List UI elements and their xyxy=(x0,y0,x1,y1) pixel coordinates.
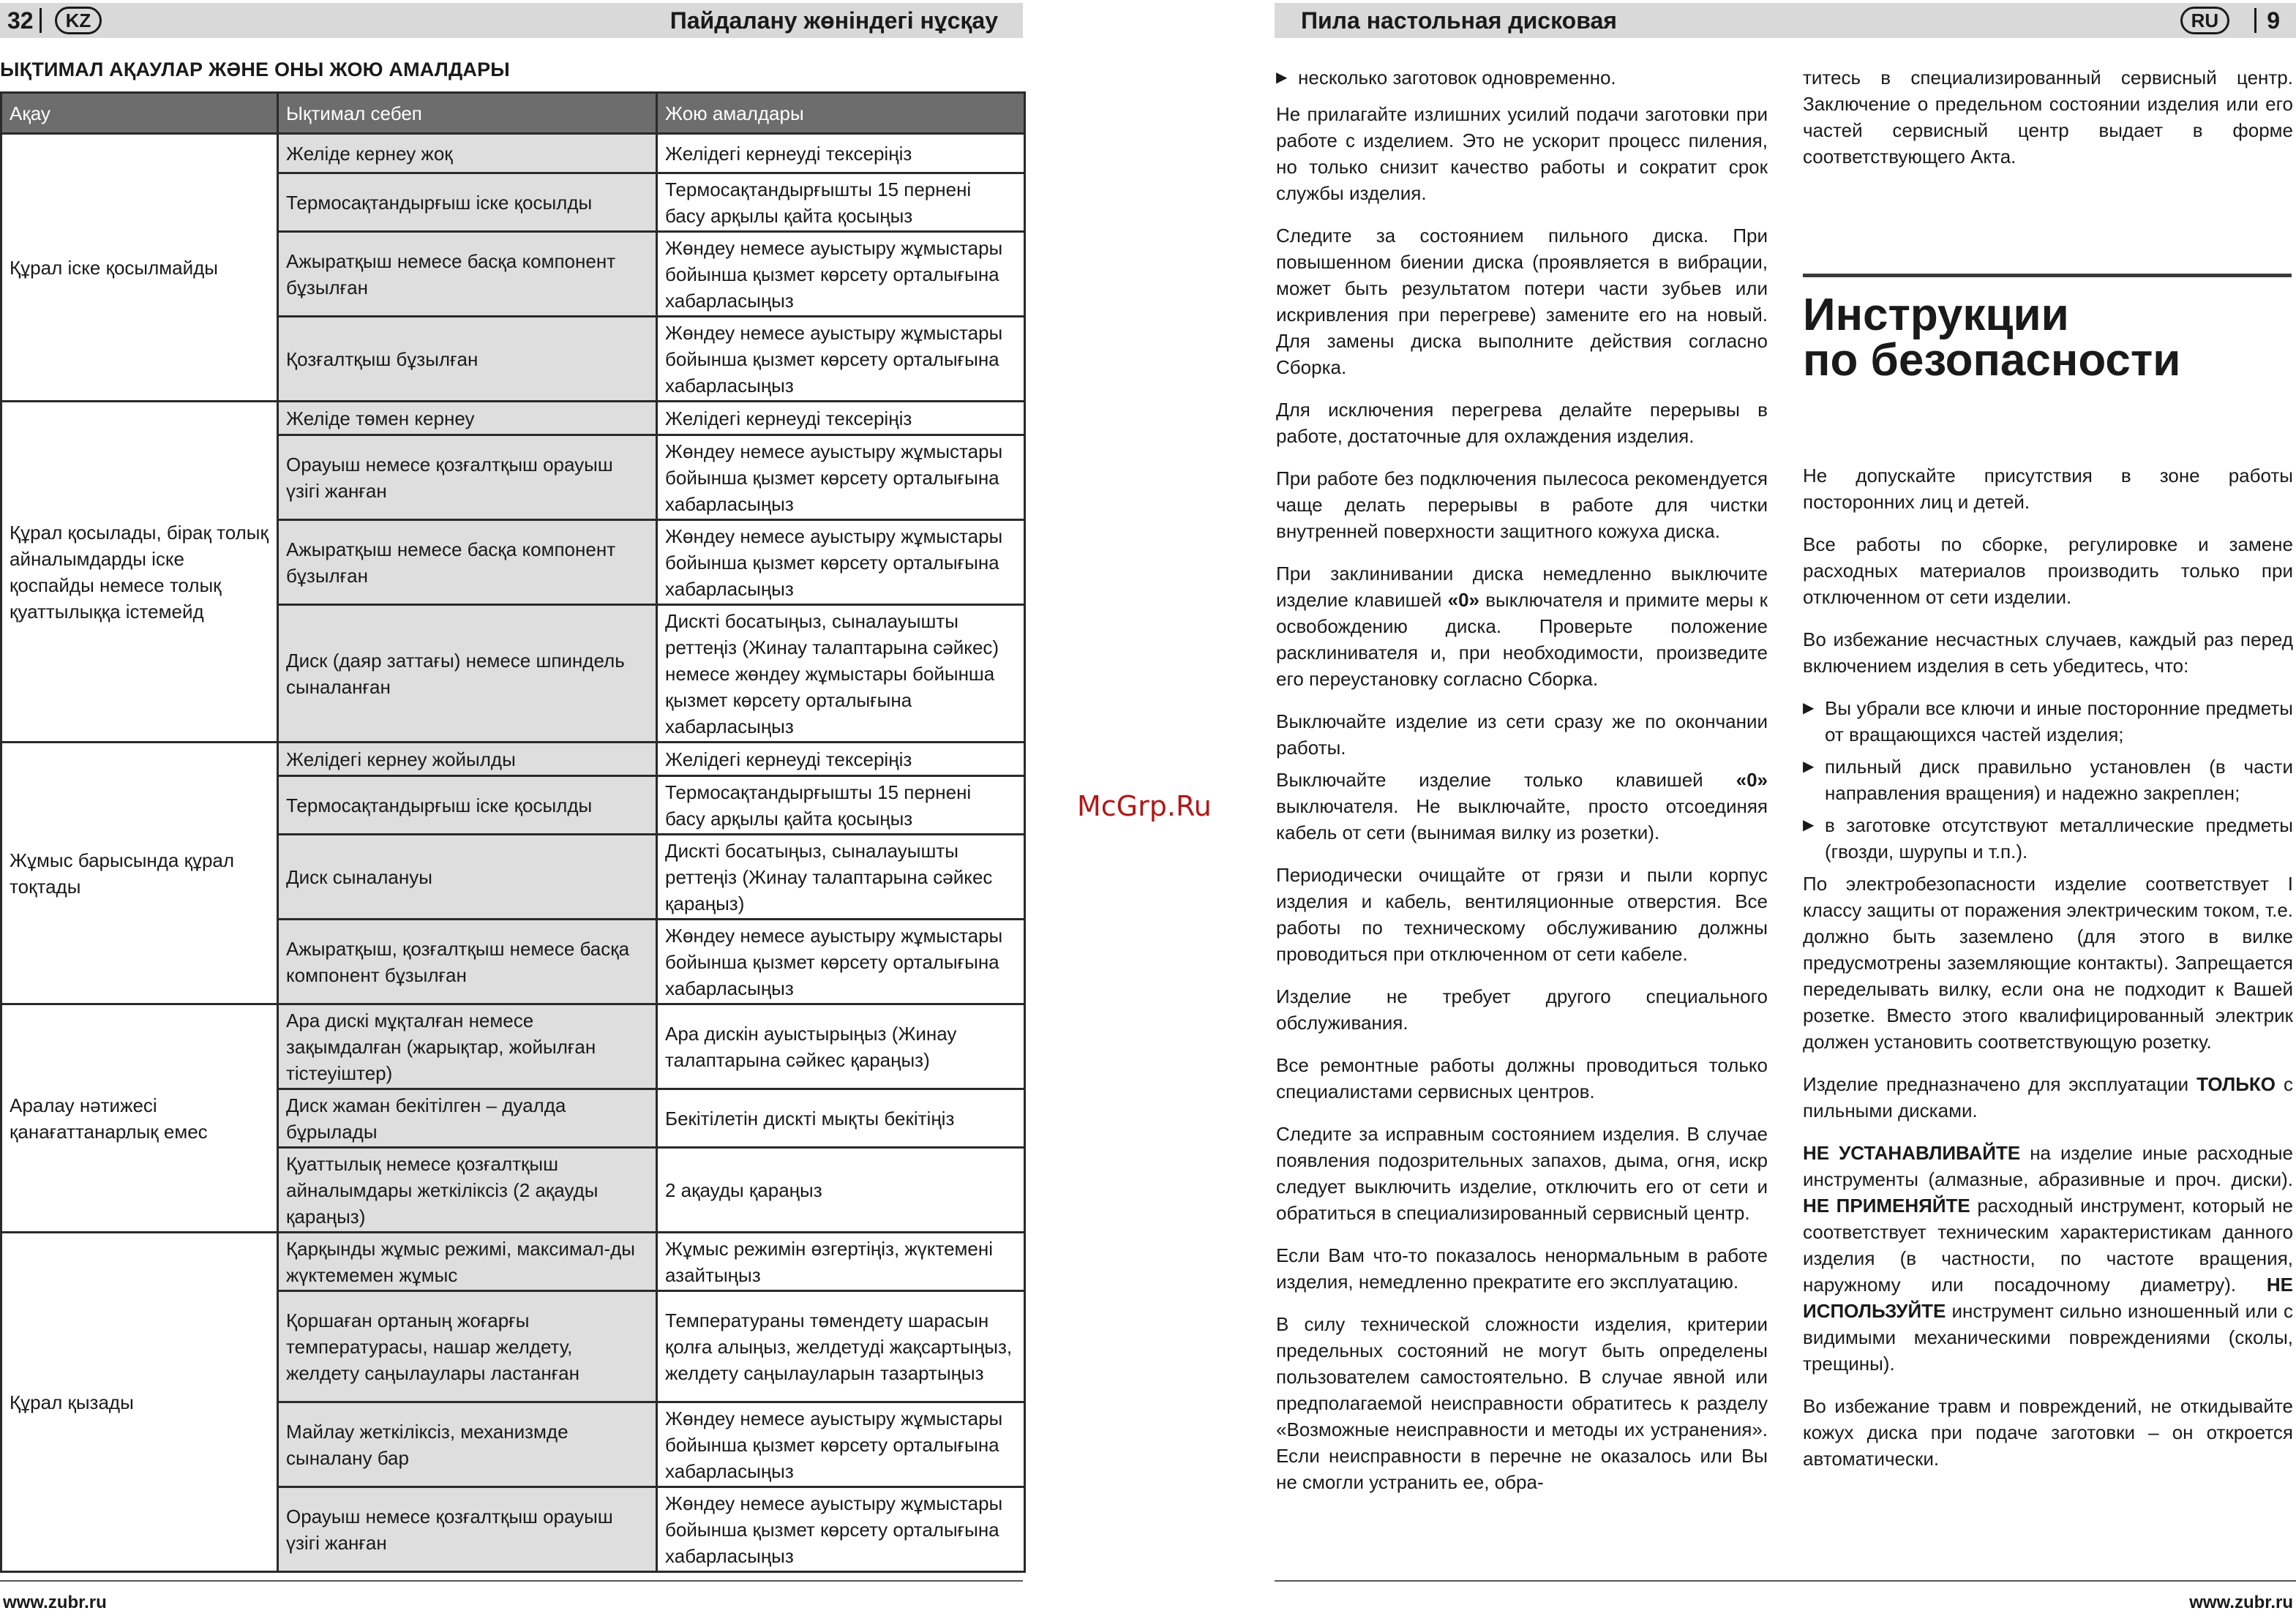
paragraph: Изделие предназначено для эксплуатации ТОЛЬКО с пильными дисками. xyxy=(1803,1073,2293,1121)
right-footer-rule xyxy=(1275,1580,2296,1582)
cause-cell: Қуаттылық немесе қозғалтқыш айналымдары жеткіліксіз (2 ақауды қараңыз) xyxy=(278,1148,657,1233)
paragraph: При заклинивании диска немедленно выключите изделие клавишей «0» выключателя и примите меры к освобождению диска. Проверьте положение расклинивателя и, при необходимости, произведите его переустановку согласно Сборка. xyxy=(1276,563,1768,690)
cause-cell: Ажыратқыш немесе басқа компонент бұзылған xyxy=(278,520,657,605)
text-column-2 xyxy=(1803,462,2293,1488)
text-column-2-top xyxy=(1803,64,2293,186)
paragraph: Следите за состоянием пильного диска. При повышенном биении диска (проявляется в вибрации, может быть результатом потери части зубьев или искривления при перегреве) замените его на новый. Для замены диска выполните действия согласно Сборка. xyxy=(1276,225,1768,378)
remedy-cell: Жөндеу немесе ауыстыру жұмыстары бойынша қызмет көрсету орталығына хабарласыңыз xyxy=(657,920,1025,1004)
left-footer-rule xyxy=(0,1580,1023,1582)
right-page-number: 9 xyxy=(2254,8,2296,33)
column-header-remedy: Жою амалдары xyxy=(657,93,1025,134)
fault-cell: Құрал қосылады, бірақ толық айналымдарды іске қоспайды немесе толық қуаттылыққа істемейд xyxy=(1,402,278,743)
left-page-header xyxy=(0,3,1023,38)
section-title: ЫҚТИМАЛ АҚАУЛАР ЖӘНЕ ОНЫ ЖОЮ АМАЛДАРЫ xyxy=(0,59,510,80)
cause-cell: Ажыратқыш немесе басқа компонент бұзылған xyxy=(278,232,657,317)
paragraph: Не допускайте присутствия в зоне работы посторонних лиц и детей. xyxy=(1803,465,2293,513)
remedy-cell: Жөндеу немесе ауыстыру жұмыстары бойынша қызмет көрсету орталығына хабарласыңыз xyxy=(657,520,1025,605)
bullet-text: Вы убрали все ключи и иные посторонние предметы от вращающихся частей изделия; xyxy=(1825,697,2293,745)
paragraph: Во избежание несчастных случаев, каждый раз перед включением изделия в сеть убедитесь, что: xyxy=(1803,628,2293,677)
bullet-triangle-icon: ▶ xyxy=(1803,759,1815,775)
paragraph: Если Вам что-то показалось ненормальным в работе изделия, немедленно прекратите его эксплуатацию. xyxy=(1276,1244,1768,1293)
ru-language-badge: RU xyxy=(2180,7,2230,34)
right-header-title: Пила настольная дисковая xyxy=(1301,7,1617,34)
remedy-cell: Жөндеу немесе ауыстыру жұмыстары бойынша қызмет көрсету орталығына хабарласыңыз xyxy=(657,1487,1025,1572)
table-row xyxy=(1,402,1025,435)
cause-cell: Желіде төмен кернеу xyxy=(278,402,657,435)
remedy-cell: Температураны төмендету шарасын қолға алыңыз, желдетуді жақсартыңыз, желдету саңылауларын тазартыңыз xyxy=(657,1291,1025,1402)
paragraph: Не прилагайте излишних усилий подачи заготовки при работе с изделием. Это не ускорит процесс пиления, но только снизит качество работы и сократит срок службы изделия. xyxy=(1276,103,1768,204)
paragraph: При работе без подключения пылесоса рекомендуется чаще делать перерывы в работе для чистки внутренней поверхности защитного кожуха диска. xyxy=(1276,467,1768,542)
remedy-cell: Желідегі кернеуді тексеріңіз xyxy=(657,743,1025,776)
remedy-cell: Термосақтандырғышты 15 пернені басу арқылы қайта қосыңыз xyxy=(657,776,1025,835)
paragraph: Все работы по сборке, регулировке и замене расходных материалов производить только при отключенном от сети изделии. xyxy=(1803,533,2293,608)
cause-cell: Ара дискі мұқталған немесе зақымдалған (жарықтар, жойылған тістеуіштер) xyxy=(278,1004,657,1089)
remedy-cell: Жөндеу немесе ауыстыру жұмыстары бойынша қызмет көрсету орталығына хабарласыңыз xyxy=(657,1402,1025,1487)
bullet-text: пильный диск правильно установлен (в части направления вращения) и надежно закреплен; xyxy=(1825,756,2293,804)
cause-cell: Орауыш немесе қозғалтқыш орауыш үзігі жанған xyxy=(278,1487,657,1572)
bullet-triangle-icon: ▶ xyxy=(1803,700,1815,716)
table-row xyxy=(1,134,1025,173)
cause-cell: Ажыратқыш, қозғалтқыш немесе басқа компонент бұзылған xyxy=(278,920,657,1004)
cause-cell: Термосақтандырғыш іске қосылды xyxy=(278,173,657,232)
right-page-header xyxy=(1275,3,2296,38)
remedy-cell: Желідегі кернеуді тексеріңіз xyxy=(657,402,1025,435)
remedy-cell: 2 ақауды қараңыз xyxy=(657,1148,1025,1233)
remedy-cell: Жөндеу немесе ауыстыру жұмыстары бойынша қызмет көрсету орталығына хабарласыңыз xyxy=(657,435,1025,520)
title-line: по безопасности xyxy=(1803,335,2181,386)
paragraph: Выключайте изделие из сети сразу же по окончании работы. xyxy=(1276,710,1768,759)
column-header-fault: Ақау xyxy=(1,93,278,134)
bullet-triangle-icon: ▶ xyxy=(1276,69,1288,86)
remedy-cell: Дискті босатыңыз, сыналауышты реттеңіз (Жинау талаптарына сәйкес қараңыз) xyxy=(657,835,1025,920)
remedy-cell: Ара дискін ауыстырыңыз (Жинау талаптарына сәйкес қараңыз) xyxy=(657,1004,1025,1089)
left-footer-url[interactable]: www.zubr.ru xyxy=(3,1593,107,1612)
left-page-number: 32 xyxy=(0,8,42,33)
column-header-cause: Ықтимал себеп xyxy=(278,93,657,134)
text-column-1 xyxy=(1276,64,1768,1511)
cause-cell: Термосақтандырғыш іске қосылды xyxy=(278,776,657,835)
remedy-cell: Желідегі кернеуді тексеріңіз xyxy=(657,134,1025,173)
cause-cell: Қоршаған ортаның жоғарғы температурасы, нашар желдету, желдету саңылаулары ластанған xyxy=(278,1291,657,1402)
cause-cell: Қозғалтқыш бұзылған xyxy=(278,317,657,402)
cause-cell: Қарқынды жұмыс режимі, максимал-ды жүктемемен жұмыс xyxy=(278,1233,657,1291)
safety-instructions-title xyxy=(1803,290,2181,386)
paragraph: НЕ УСТАНАВЛИВАЙТЕ на изделие иные расходные инструменты (алмазные, абразивные и проч. диски). НЕ ПРИМЕНЯЙТЕ расходный инструмент, который не соответствует техническим характеристикам данного изделия (в частности, по частоте вращения, наружному или посадочному диаметру). НЕ ИСПОЛЬЗУЙТЕ инструмент сильно изношенный или с видимыми механическими повреждениями (сколы, трещины). xyxy=(1803,1142,2294,1375)
paragraph: Изделие не требует другого специального обслуживания. xyxy=(1276,985,1768,1034)
paragraph: Для исключения перегрева делайте перерывы в работе, достаточные для охлаждения изделия. xyxy=(1276,399,1768,447)
table-row xyxy=(1,1004,1025,1089)
cause-cell: Диск сыналануы xyxy=(278,835,657,920)
bullet-text: несколько заготовок одновременно. xyxy=(1298,67,1616,89)
paragraph: Следите за исправным состоянием изделия. В случае появления подозрительных запахов, дыма, огня, искр следует выключить изделие, отключить его от сети и обратиться в специализированный сервисный центр. xyxy=(1276,1123,1768,1224)
cause-cell: Диск жаман бекітілген – дуалда бұрылады xyxy=(278,1089,657,1148)
fault-cell: Құрал іске қосылмайды xyxy=(1,134,278,402)
cause-cell: Желідегі кернеу жойылды xyxy=(278,743,657,776)
paragraph: титесь в специализированный сервисный центр. Заключение о предельном состоянии изделия или его частей сервисный центр выдает в форме соответствующего Акта. xyxy=(1803,67,2293,168)
remedy-cell: Жөндеу немесе ауыстыру жұмыстары бойынша қызмет көрсету орталығына хабарласыңыз xyxy=(657,317,1025,402)
fault-cell: Жұмыс барысында құрал тоқтады xyxy=(1,743,278,1004)
paragraph: Выключайте изделие только клавишей «0» выключателя. Не выключайте, просто отсоединяя кабель от сети (вынимая вилку из розетки). xyxy=(1276,769,1768,843)
watermark-text: McGrp.Ru xyxy=(1077,790,1212,822)
remedy-cell: Бекітілетін дискті мықты бекітіңіз xyxy=(657,1089,1025,1148)
table-row xyxy=(1,743,1025,776)
left-header-title: Пайдалану жөніндегі нұсқау xyxy=(669,7,998,34)
title-line: Инструкции xyxy=(1803,290,2069,340)
paragraph: Все ремонтные работы должны проводиться только специалистами сервисных центров. xyxy=(1276,1054,1768,1102)
cause-cell: Диск (даяр заттағы) немесе шпиндель сыналанған xyxy=(278,605,657,743)
right-footer-url[interactable]: www.zubr.ru xyxy=(2189,1593,2293,1612)
bullet-triangle-icon: ▶ xyxy=(1803,817,1815,833)
cause-cell: Орауыш немесе қозғалтқыш орауыш үзігі жанған xyxy=(278,435,657,520)
cause-cell: Желіде кернеу жоқ xyxy=(278,134,657,173)
remedy-cell: Дискті босатыңыз, сыналауышты реттеңіз (Жинау талаптарына сәйкес) немесе жөндеу жұмыстары бойынша қызмет көрсету орталығына хабарласыңыз xyxy=(657,605,1025,743)
fault-cell: Аралау нәтижесі қанағаттанарлық емес xyxy=(1,1004,278,1233)
fault-cell: Құрал қызады xyxy=(1,1233,278,1572)
paragraph: Во избежание травм и повреждений, не откидывайте кожух диска при подаче заготовки – он откроется автоматически. xyxy=(1803,1395,2293,1470)
remedy-cell: Жөндеу немесе ауыстыру жұмыстары бойынша қызмет көрсету орталығына хабарласыңыз xyxy=(657,232,1025,317)
paragraph: В силу технической сложности изделия, критерии предельных состояний не могут быть определены пользователем самостоятельно. В случае явной или предполагаемой неисправности обратитесь к разделу «Возможные неисправности и методы их устранения». Если неисправности в перечне не оказалось или Вы не смогли устранить ее, обра- xyxy=(1276,1313,1768,1493)
kz-language-badge: KZ xyxy=(55,7,102,34)
bullet-text: в заготовке отсутствуют металлические предметы (гвозди, шурупы и т.п.). xyxy=(1825,814,2293,863)
paragraph: По электробезопасности изделие соответствует I классу защиты от поражения электрическим током, т.е. должно быть заземлено (для этого в вилке предусмотрены заземляющие контакты). Запрещается переделывать вилку, если она не подходит к Вашей розетке. Вместо этого квалифицированный электрик должен установить соответствующую розетку. xyxy=(1803,873,2293,1053)
paragraph: Периодически очищайте от грязи и пыли корпус изделия и кабель, вентиляционные отверстия. Все работы по техническому обслуживанию должны проводиться при отключенном от сети кабеле. xyxy=(1276,864,1768,965)
remedy-cell: Жұмыс режимін өзгертіңіз, жүктемені азайтыңыз xyxy=(657,1233,1025,1291)
remedy-cell: Термосақтандырғышты 15 пернені басу арқылы қайта қосыңыз xyxy=(657,173,1025,232)
troubleshooting-table xyxy=(0,91,1026,1573)
title-rule xyxy=(1803,274,2292,277)
table-row xyxy=(1,1233,1025,1291)
cause-cell: Майлау жеткіліксіз, механизмде сыналану бар xyxy=(278,1402,657,1487)
